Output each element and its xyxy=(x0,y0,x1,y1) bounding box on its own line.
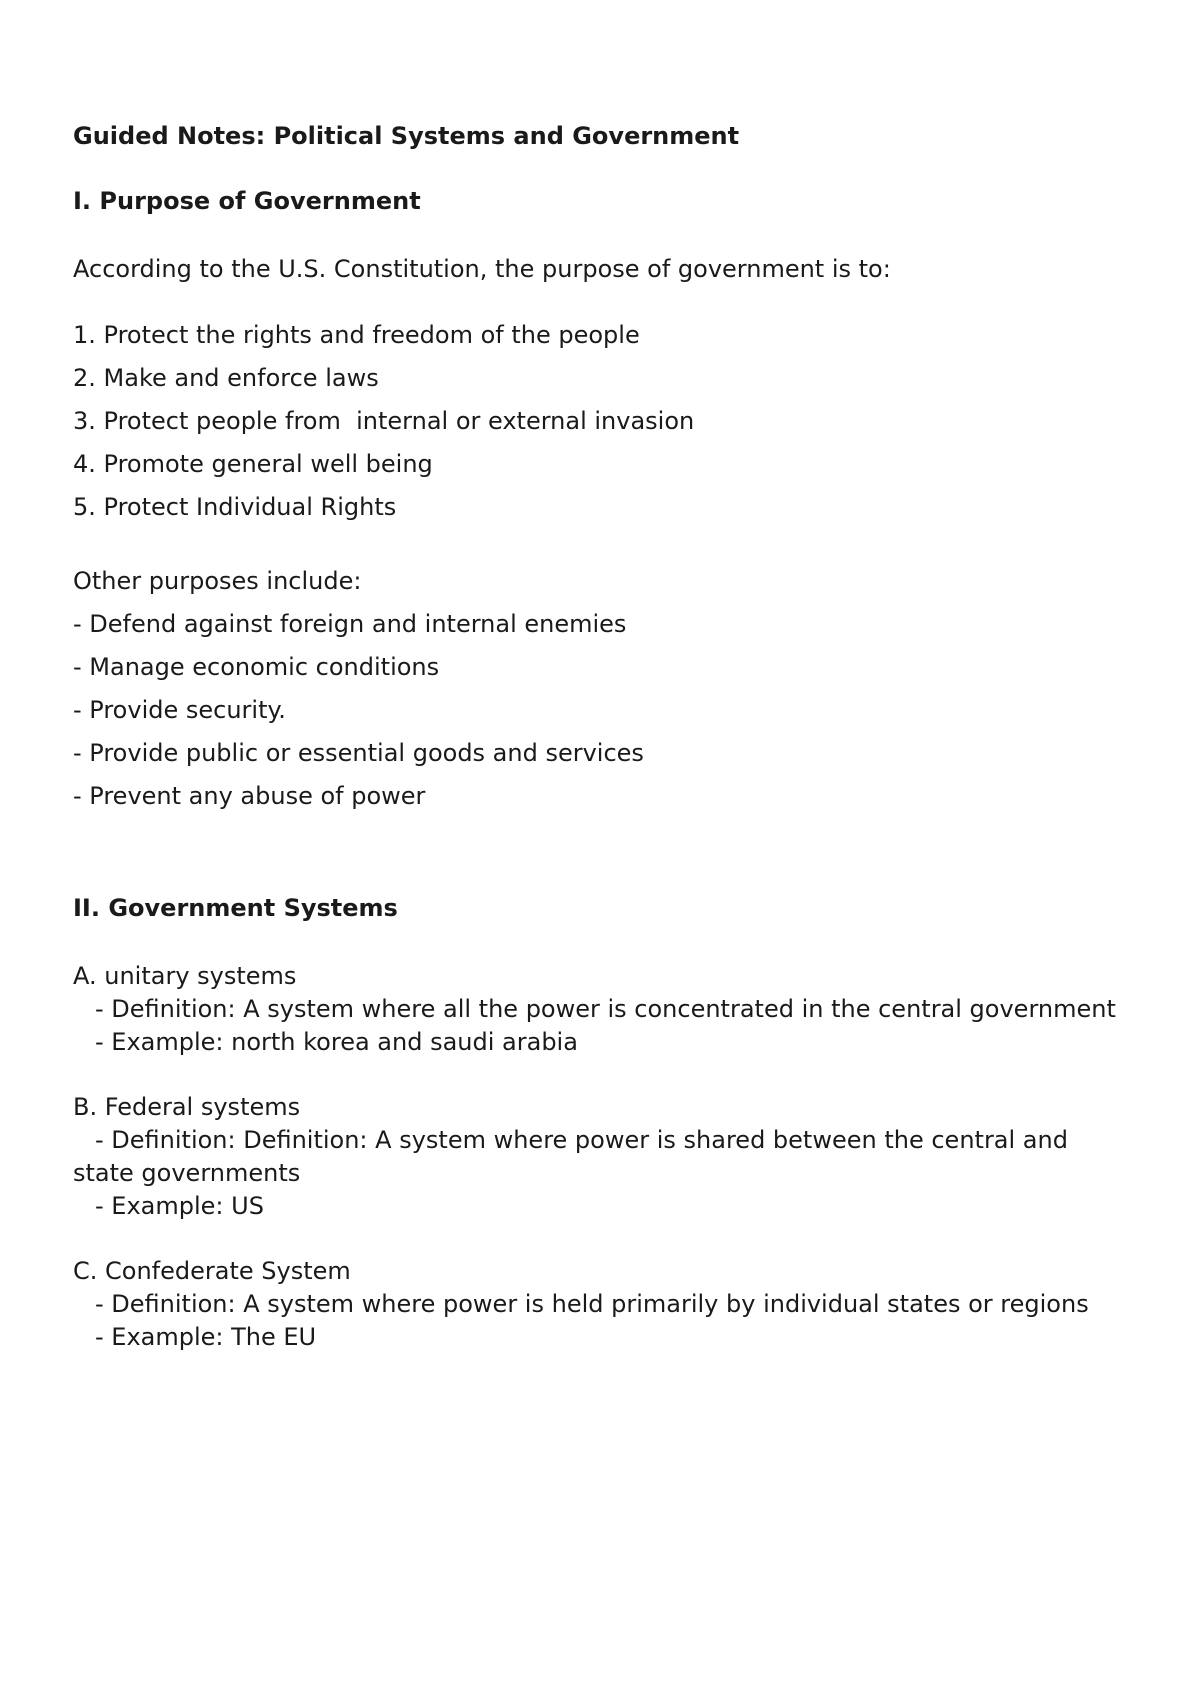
other-purpose-item: - Manage economic conditions xyxy=(73,653,440,681)
other-purpose-item: - Defend against foreign and internal enemies xyxy=(73,610,627,638)
section-2-heading: II. Government Systems xyxy=(73,894,398,922)
system-a-label: A. unitary systems xyxy=(73,962,297,990)
system-b-definition: - Definition: Definition: A system where power is shared between the central and xyxy=(95,1126,1068,1154)
document-title: Guided Notes: Political Systems and Government xyxy=(73,122,740,150)
system-b-example: - Example: US xyxy=(95,1192,264,1220)
numbered-item: 5. Protect Individual Rights xyxy=(73,493,397,521)
system-b-label: B. Federal systems xyxy=(73,1093,301,1121)
other-purpose-item: - Provide public or essential goods and services xyxy=(73,739,644,767)
system-c-definition: - Definition: A system where power is held primarily by individual states or regions xyxy=(95,1290,1089,1318)
system-c-example: - Example: The EU xyxy=(95,1323,317,1351)
numbered-item: 4. Promote general well being xyxy=(73,450,433,478)
other-purpose-item: - Provide security. xyxy=(73,696,286,724)
numbered-item: 3. Protect people from internal or external invasion xyxy=(73,407,695,435)
section-1-intro: According to the U.S. Constitution, the purpose of government is to: xyxy=(73,255,891,283)
numbered-item: 2. Make and enforce laws xyxy=(73,364,379,392)
system-a-example: - Example: north korea and saudi arabia xyxy=(95,1028,578,1056)
system-b-definition-cont: state governments xyxy=(73,1159,301,1187)
section-1-heading: I. Purpose of Government xyxy=(73,187,421,215)
numbered-item: 1. Protect the rights and freedom of the people xyxy=(73,321,640,349)
system-a-definition: - Definition: A system where all the power is concentrated in the central government xyxy=(95,995,1116,1023)
system-c-label: C. Confederate System xyxy=(73,1257,351,1285)
other-purposes-intro: Other purposes include: xyxy=(73,567,362,595)
other-purpose-item: - Prevent any abuse of power xyxy=(73,782,426,810)
